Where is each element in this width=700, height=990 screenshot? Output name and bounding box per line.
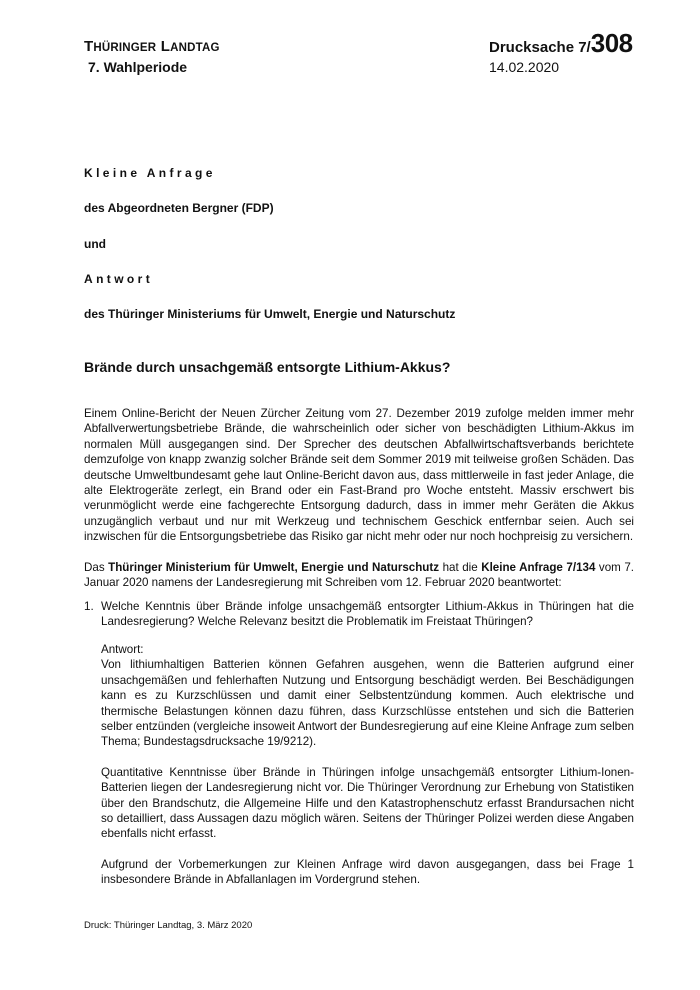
print-footer: Druck: Thüringer Landtag, 3. März 2020 <box>84 920 253 931</box>
document-reference <box>489 30 633 75</box>
answer-paragraph-2: Quantitative Kenntnisse über Brände in Thüringen infolge unsachgemäß entsorgter Lithium-Ionen-Batterien liegen der Landesregierung nicht vor. Die Thüringer Verordnung zur Erhebung von Statistiken über den Brandschutz, die Allgemeine Hilfe und den Katastrophenschutz erfasst Brandursachen nicht so detailliert, dass Aussagen dazu möglich wären. Seitens der Thüringer Polizei werden diese Angaben ebenfalls nicht erfasst. <box>101 765 634 841</box>
author-line: des Abgeordneten Bergner (FDP) <box>84 201 274 215</box>
answer-paragraph-1: Von lithiumhaltigen Batterien können Gefahren ausgehen, wenn die Batterien aufgrund einer unsachgemäßen und fehlerhaften Nutzung und Entsorgung beschädigt werden. Bei Beschädigungen kann es zu Kurzschlüssen und damit einer Selbstentzündung kommen. Auch elektrische und thermische Belastungen können dazu führen, dass Kurzschlüsse entstehen und sich die Batterien selber entzünden (vergleiche insoweit Antwort der Bundesregierung auf eine Kleine Anfrage zum selben Thema; Bundestagsdrucksache 19/9212). <box>101 658 635 749</box>
document-date: 14.02.2020 <box>489 59 560 75</box>
und-line: und <box>84 237 106 251</box>
answer-intro-paragraph: Das Thüringer Ministerium für Umwelt, Energie und Naturschutz hat die Kleine Anfrage 7/134 vom 7. Januar 2020 namens der Landesregierung mit Schreiben vom 12. Februar 2020 beantwortet: <box>84 561 635 590</box>
antwort-label: Antwort <box>84 272 154 286</box>
document-title: Brände durch unsachgemäß entsorgte Lithium-Akkus? <box>84 359 451 375</box>
drucksache-number: Drucksache 7/308 <box>489 28 633 58</box>
kleine-anfrage-label: Kleine Anfrage <box>84 166 216 180</box>
answer-paragraph-3: Aufgrund der Vorbemerkungen zur Kleinen Anfrage wird davon ausgegangen, dass bei Frage 1 insbesondere Brände in Abfallanlagen im Vordergrund stehen. <box>101 857 634 887</box>
legislative-period: 7. Wahlperiode <box>88 59 188 75</box>
intro-paragraph: Einem Online-Bericht der Neuen Zürcher Zeitung vom 27. Dezember 2019 zufolge melden immer mehr Abfallverwertungsbetriebe Brände, die wahrscheinlich oder sicher von beschädigten Lithium-Akkus im normalen Müll ausgegangen sind. Der Sprecher des deutschen Abfallwirtschaftsverbands berichtete demzufolge von knapp zwanzig solcher Brände seit dem Sommer 2019 mit teilweise großen Schäden. Das deutsche Umweltbundesamt gehe laut Online-Bericht davon aus, dass mittlerweile in fast jeder Anlage, die alte Elektrogeräte zerlegt, ein Brand oder ein Fast-Brand pro Woche entsteht. Massiv erschwert bis verunmöglicht werde eine fachgerechte Entsorgung dadurch, dass in immer mehr Geräten die Akkus unzugänglich verbaut und nur mit Werkzeug und technischem Geschick entfernbar seien. Auch sei inzwischen für die Entsorgungsbetriebe das Risiko gar nicht mehr oder nur noch hochpreisig zu versichern. <box>84 407 634 544</box>
question-text: Welche Kenntnis über Brände infolge unsachgemäß entsorgter Lithium-Akkus in Thüringen hat die Landesregierung? Welche Relevanz besitzt die Problematik im Freistaat Thüringen? <box>101 600 634 629</box>
answer-label: Antwort: <box>101 643 144 656</box>
parliament-name: THÜRINGER LANDTAG <box>84 38 220 55</box>
ministry-line: des Thüringer Ministeriums für Umwelt, Energie und Naturschutz <box>84 307 456 321</box>
parliament-header <box>84 38 220 76</box>
question-number: 1. <box>84 600 94 613</box>
answer-block <box>101 642 634 888</box>
